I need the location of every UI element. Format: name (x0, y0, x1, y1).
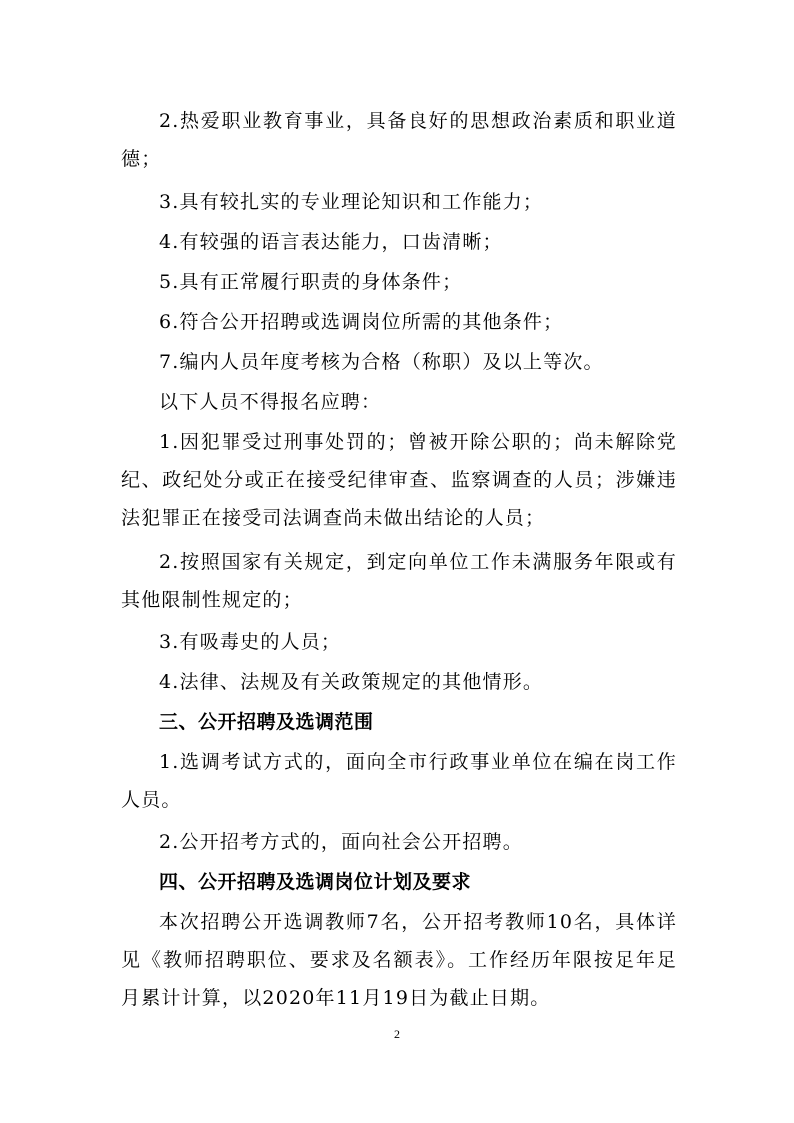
paragraph-exclusion-1: 1.因犯罪受过刑事处罚的；曾被开除公职的；尚未解除党纪、政纪处分或正在接受纪律审查、监察调查的人员；涉嫌违法犯罪正在接受司法调查尚未做出结论的人员； (121, 431, 677, 529)
page-number: 2 (394, 1027, 400, 1041)
paragraph-condition-7: 7.编内人员年度考核为合格（称职）及以上等次。 (159, 351, 604, 373)
section-3-item-2: 2.公开招考方式的，面向社会公开招聘。 (159, 831, 523, 853)
paragraph-exclusion-3: 3.有吸毒史的人员； (159, 631, 342, 653)
section-4-body: 本次招聘公开选调教师7名，公开招考教师10名，具体详见《教师招聘职位、要求及名额表》。工作经历年限按足年足月累计计算，以2020年11月19日为截止日期。 (121, 911, 677, 1009)
paragraph-condition-3: 3.具有较扎实的专业理论知识和工作能力； (159, 191, 544, 213)
paragraph-condition-4: 4.有较强的语言表达能力，口齿清晰； (159, 231, 503, 253)
paragraph-condition-2: 2.热爱职业教育事业，具备良好的思想政治素质和职业道德； (121, 110, 677, 170)
section-3-item-1: 1.选调考试方式的，面向全市行政事业单位在编在岗工作人员。 (121, 751, 677, 811)
paragraph-exclusion-2: 2.按照国家有关规定，到定向单位工作未满服务年限或有其他限制性规定的； (121, 551, 677, 611)
section-4-heading: 四、公开招聘及选调岗位计划及要求 (159, 871, 472, 893)
paragraph-exclusion-intro: 以下人员不得报名应聘： (159, 391, 382, 413)
paragraph-exclusion-4: 4.法律、法规及有关政策规定的其他情形。 (159, 671, 544, 693)
paragraph-condition-5: 5.具有正常履行职责的身体条件； (159, 271, 463, 293)
section-3-heading: 三、公开招聘及选调范围 (159, 711, 374, 733)
paragraph-condition-6: 6.符合公开招聘或选调岗位所需的其他条件； (159, 311, 564, 333)
